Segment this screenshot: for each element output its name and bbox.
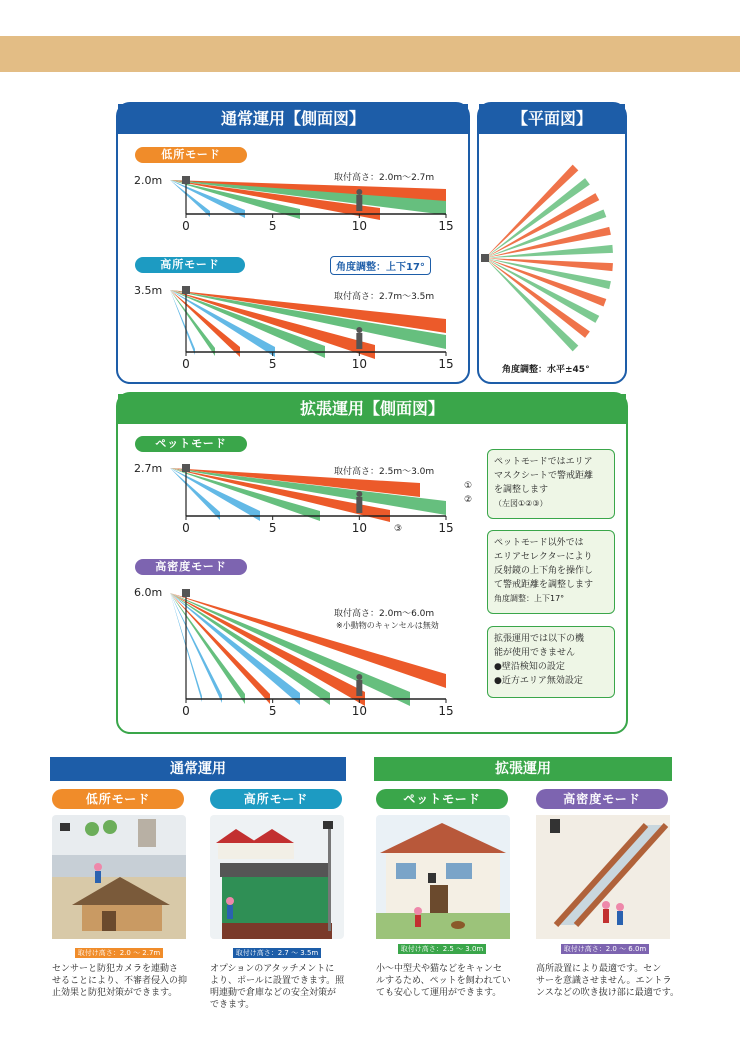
card-pet-desc: 小〜中型犬や猫などをキャンセ ルするため、ペットを飼われてい ても安心して運用ができます。 xyxy=(376,964,511,998)
sensor-icon xyxy=(182,464,190,472)
dense-mode-note: ※小動物のキャンセルは無効 xyxy=(336,621,439,630)
low-mode-install: 取付高さ：2.0m〜2.7m xyxy=(334,173,435,183)
x-tick-label: 10 xyxy=(351,704,367,718)
dense-beam xyxy=(170,593,330,705)
plan-beam xyxy=(485,258,578,351)
high-mode-label: 高所モード xyxy=(135,257,245,273)
card-dense-label: 高密度モード xyxy=(536,789,668,809)
dense-mode-label: 高密度モード xyxy=(135,559,247,575)
person-body xyxy=(356,497,362,513)
x-tick-label: 10 xyxy=(351,521,367,535)
x-tick-label: 10 xyxy=(351,357,367,371)
x-tick-label: 5 xyxy=(268,521,277,535)
dense-beam xyxy=(170,593,446,688)
dense-mode-install: 取付高さ：2.0m〜6.0m xyxy=(334,609,435,619)
person-icon xyxy=(356,674,362,680)
person-icon xyxy=(356,491,362,497)
plan-angle-label: 角度調整：水平±45° xyxy=(502,365,590,375)
person-icon xyxy=(356,189,362,195)
card-high-height: 取付け高さ：2.7 〜 3.5m xyxy=(233,948,321,958)
person-body xyxy=(356,333,362,349)
card-pet-height: 取付け高さ：2.5 〜 3.0m xyxy=(398,944,486,954)
low-mode-height: 2.0m xyxy=(134,174,163,187)
plan-title: 【平面図】 xyxy=(479,104,625,134)
extended-title: 拡張運用【側面図】 xyxy=(118,394,626,424)
person-icon xyxy=(356,327,362,333)
x-tick-label: 0 xyxy=(182,704,190,718)
x-tick-label: 10 xyxy=(351,219,367,233)
x-tick-label: 15 xyxy=(438,219,454,233)
pet-marker-2: ② xyxy=(464,495,473,505)
pet-mode-label: ペットモード xyxy=(135,436,247,452)
high-mode-angle: 角度調整：上下17° xyxy=(330,256,431,275)
plan-view-diagram xyxy=(479,150,625,360)
plan-sensor-icon xyxy=(481,254,489,262)
x-tick-label: 0 xyxy=(182,219,190,233)
sensor-icon xyxy=(182,176,190,184)
card-low-label: 低所モード xyxy=(52,789,184,809)
pet-mode-note: ペットモードではエリア マスクシートで警戒距離 を調整します （左図①②③） xyxy=(487,449,615,519)
x-tick-label: 5 xyxy=(268,219,277,233)
person-body xyxy=(356,680,362,696)
card-low-desc: センサーと防犯カメラを連動さ せることにより、不審者侵入の抑 止効果と防犯対策ができます。 xyxy=(52,964,188,998)
panel-title: 通常運用【側面図】 xyxy=(118,104,468,134)
pet-marker-1: ① xyxy=(464,481,473,491)
high-beam xyxy=(170,290,195,355)
top-banner xyxy=(0,36,740,72)
pet-mode-diagram xyxy=(150,460,480,540)
card-low-height: 取付け高さ：2.0 〜 2.7m xyxy=(75,948,163,958)
high-mode-height: 3.5m xyxy=(134,284,163,297)
illustration-house-camera xyxy=(52,815,186,939)
card-high-label: 高所モード xyxy=(210,789,342,809)
x-tick-label: 5 xyxy=(268,704,277,718)
card-dense-desc: 高所設置により最適です。セン サーを意識させません。エントラ ンスなどの吹き抜け部に最適です。 xyxy=(536,964,680,998)
bottom-extended-header: 拡張運用 xyxy=(374,757,672,781)
x-tick-label: 15 xyxy=(438,357,454,371)
x-tick-label: 5 xyxy=(268,357,277,371)
selector-note: ペットモード以外では エリアセレクターにより 反射鏡の上下角を操作し て警戒距離を調整します 角度調整：上下17° xyxy=(487,530,615,614)
card-pet-label: ペットモード xyxy=(376,789,508,809)
person-body xyxy=(356,195,362,211)
dense-mode-diagram xyxy=(150,585,480,725)
card-dense-height: 取付け高さ：2.0 〜 6.0m xyxy=(561,944,649,954)
low-mode-label: 低所モード xyxy=(135,147,247,163)
x-tick-label: 15 xyxy=(438,704,454,718)
x-tick-label: 0 xyxy=(182,357,190,371)
extended-limit-note: 拡張運用では以下の機 能が使用できません ●壁沿検知の設定 ●近方エリア無効設定 xyxy=(487,626,615,698)
high-mode-diagram xyxy=(150,282,454,372)
high-mode-install: 取付高さ：2.7m〜3.5m xyxy=(334,292,435,302)
illustration-warehouse-pole xyxy=(210,815,344,939)
plan-beam xyxy=(485,165,578,258)
sensor-icon xyxy=(182,589,190,597)
pet-mode-height: 2.7m xyxy=(134,462,163,475)
pet-mode-install: 取付高さ：2.5m〜3.0m xyxy=(334,467,435,477)
card-high-desc: オプションのアタッチメントに より、ポールに設置できます。照 明連動で倉庫などの安全対策が できます。 xyxy=(210,964,345,1010)
sensor-icon xyxy=(182,286,190,294)
illustration-escalator xyxy=(536,815,670,939)
dense-mode-height: 6.0m xyxy=(134,586,163,599)
pet-marker-3: ③ xyxy=(394,524,403,534)
illustration-house-pet xyxy=(376,815,510,939)
x-tick-label: 0 xyxy=(182,521,190,535)
x-tick-label: 15 xyxy=(438,521,454,535)
bottom-normal-header: 通常運用 xyxy=(50,757,346,781)
